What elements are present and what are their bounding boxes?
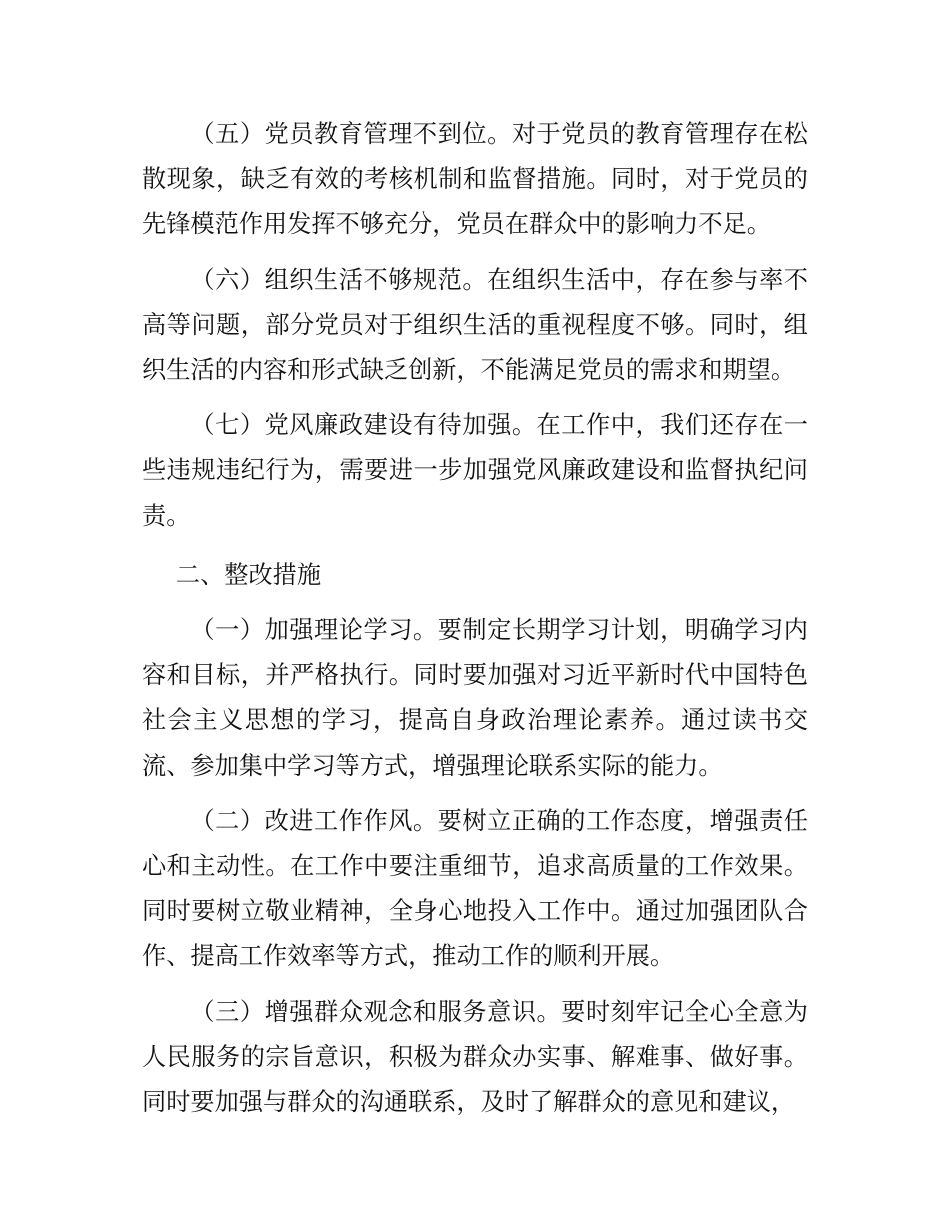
paragraph-party-member-education: （五）党员教育管理不到位。对于党员的教育管理存在松散现象，缺乏有效的考核机制和监督措施。同时，对于党员的先锋模范作用发挥不够充分，党员在群众中的影响力不足。 [142,120,808,239]
document-body [142,112,808,1135]
section-heading-rectification: 二、整改措施 [175,560,322,589]
paragraph-organization-life: （六）组织生活不够规范。在组织生活中，存在参与率不高等问题，部分党员对于组织生活的重视程度不够。同时，组织生活的内容和形式缺乏创新，不能满足党员的需求和期望。 [142,265,808,385]
paragraph-service-awareness: （三）增强群众观念和服务意识。要时刻牢记全心全意为人民服务的宗旨意识，积极为群众办实事、解难事、做好事。同时要加强与群众的沟通联系，及时了解群众的意见和建议， [142,997,808,1117]
paragraph-theory-study: （一）加强理论学习。要制定长期学习计划，明确学习内容和目标，并严格执行。同时要加强对习近平新时代中国特色社会主义思想的学习，提高自身政治理论素养。通过读书交流、参加集中学习等方式，增强理论联系实际的能力。 [142,616,808,780]
paragraph-work-style: （二）改进工作作风。要树立正确的工作态度，增强责任心和主动性。在工作中要注重细节，追求高质量的工作效果。同时要树立敬业精神，全身心地投入工作中。通过加强团队合作、提高工作效率等方式，推动工作的顺利开展。 [142,806,808,971]
paragraph-clean-governance: （七）党风廉政建设有待加强。在工作中，我们还存在一些违规违纪行为，需要进一步加强党风廉政建设和监督执纪问责。 [142,411,808,530]
